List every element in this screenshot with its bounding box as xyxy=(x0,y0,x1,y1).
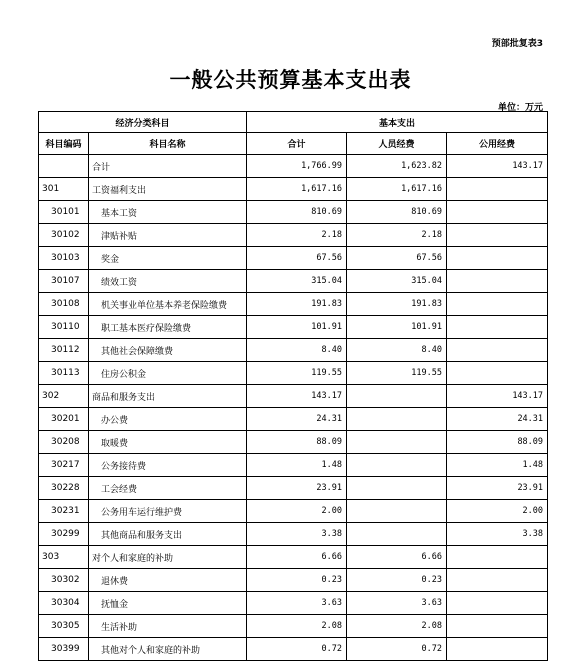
row-public xyxy=(447,178,548,201)
table-row xyxy=(39,362,548,385)
row-personnel xyxy=(347,454,447,477)
row-personnel: 810.69 xyxy=(347,201,447,224)
row-name: 办公费 xyxy=(89,408,247,431)
row-code: 30110 xyxy=(39,316,89,339)
row-public: 24.31 xyxy=(447,408,548,431)
row-personnel: 3.63 xyxy=(347,592,447,615)
row-total: 2.18 xyxy=(247,224,347,247)
row-name: 津贴补贴 xyxy=(89,224,247,247)
row-code: 30299 xyxy=(39,523,89,546)
row-total: 1,617.16 xyxy=(247,178,347,201)
row-public xyxy=(447,201,548,224)
row-public: 88.09 xyxy=(447,431,548,454)
header-name: 科目名称 xyxy=(89,133,247,155)
table-row xyxy=(39,224,548,247)
row-public xyxy=(447,546,548,569)
row-code: 30231 xyxy=(39,500,89,523)
row-code: 30108 xyxy=(39,293,89,316)
expenditure-table xyxy=(38,111,548,661)
row-name: 住房公积金 xyxy=(89,362,247,385)
row-public: 143.17 xyxy=(447,155,548,178)
row-code: 30103 xyxy=(39,247,89,270)
header-personnel: 人员经费 xyxy=(347,133,447,155)
page-title: 一般公共预算基本支出表 xyxy=(169,67,412,92)
row-code: 30305 xyxy=(39,615,89,638)
row-total: 6.66 xyxy=(247,546,347,569)
row-code: 30302 xyxy=(39,569,89,592)
row-name: 生活补助 xyxy=(89,615,247,638)
row-total: 88.09 xyxy=(247,431,347,454)
row-personnel xyxy=(347,500,447,523)
table-row xyxy=(39,592,548,615)
row-total: 315.04 xyxy=(247,270,347,293)
row-code: 30101 xyxy=(39,201,89,224)
row-personnel xyxy=(347,408,447,431)
table-row xyxy=(39,385,548,408)
row-total: 1,766.99 xyxy=(247,155,347,178)
row-code: 303 xyxy=(39,546,89,569)
row-code: 302 xyxy=(39,385,89,408)
row-personnel: 2.08 xyxy=(347,615,447,638)
form-code: 预部批复表3 xyxy=(491,39,543,49)
row-name: 绩效工资 xyxy=(89,270,247,293)
row-name: 合计 xyxy=(89,155,247,178)
header-basic-expenditure: 基本支出 xyxy=(247,112,548,133)
row-personnel: 2.18 xyxy=(347,224,447,247)
row-total: 2.08 xyxy=(247,615,347,638)
row-name: 公务接待费 xyxy=(89,454,247,477)
table-row xyxy=(39,247,548,270)
row-total: 3.63 xyxy=(247,592,347,615)
row-code: 30102 xyxy=(39,224,89,247)
row-code: 30113 xyxy=(39,362,89,385)
row-public xyxy=(447,316,548,339)
row-total: 2.00 xyxy=(247,500,347,523)
row-public xyxy=(447,339,548,362)
row-public xyxy=(447,270,548,293)
row-total: 8.40 xyxy=(247,339,347,362)
row-total: 67.56 xyxy=(247,247,347,270)
row-name: 其他社会保障缴费 xyxy=(89,339,247,362)
row-public xyxy=(447,638,548,661)
row-personnel: 0.23 xyxy=(347,569,447,592)
row-name: 工资福利支出 xyxy=(89,178,247,201)
header-public: 公用经费 xyxy=(447,133,548,155)
row-name: 职工基本医疗保险缴费 xyxy=(89,316,247,339)
row-name: 取暖费 xyxy=(89,431,247,454)
row-total: 143.17 xyxy=(247,385,347,408)
table-row xyxy=(39,454,548,477)
table-row xyxy=(39,569,548,592)
table-row xyxy=(39,178,548,201)
row-code xyxy=(39,155,89,178)
row-public xyxy=(447,615,548,638)
row-name: 机关事业单位基本养老保险缴费 xyxy=(89,293,247,316)
row-public xyxy=(447,293,548,316)
row-public: 2.00 xyxy=(447,500,548,523)
row-personnel: 191.83 xyxy=(347,293,447,316)
row-personnel: 1,617.16 xyxy=(347,178,447,201)
header-classification: 经济分类科目 xyxy=(39,112,247,133)
row-name: 奖金 xyxy=(89,247,247,270)
row-public xyxy=(447,592,548,615)
row-total: 101.91 xyxy=(247,316,347,339)
row-name: 其他对个人和家庭的补助 xyxy=(89,638,247,661)
table-row xyxy=(39,408,548,431)
table-row xyxy=(39,316,548,339)
row-name: 工会经费 xyxy=(89,477,247,500)
row-name: 对个人和家庭的补助 xyxy=(89,546,247,569)
row-total: 119.55 xyxy=(247,362,347,385)
row-name: 其他商品和服务支出 xyxy=(89,523,247,546)
row-name: 公务用车运行维护费 xyxy=(89,500,247,523)
row-personnel: 101.91 xyxy=(347,316,447,339)
row-personnel xyxy=(347,431,447,454)
row-total: 3.38 xyxy=(247,523,347,546)
row-public xyxy=(447,224,548,247)
row-public: 1.48 xyxy=(447,454,548,477)
row-name: 退休费 xyxy=(89,569,247,592)
row-total: 810.69 xyxy=(247,201,347,224)
row-total: 23.91 xyxy=(247,477,347,500)
row-total: 0.72 xyxy=(247,638,347,661)
row-name: 基本工资 xyxy=(89,201,247,224)
row-public xyxy=(447,362,548,385)
row-total: 24.31 xyxy=(247,408,347,431)
row-public: 23.91 xyxy=(447,477,548,500)
row-personnel: 67.56 xyxy=(347,247,447,270)
row-code: 30304 xyxy=(39,592,89,615)
table-row xyxy=(39,523,548,546)
row-total: 0.23 xyxy=(247,569,347,592)
table-row xyxy=(39,293,548,316)
row-personnel xyxy=(347,385,447,408)
row-total: 1.48 xyxy=(247,454,347,477)
table-row xyxy=(39,431,548,454)
row-personnel xyxy=(347,477,447,500)
table-row xyxy=(39,270,548,293)
header-total: 合计 xyxy=(247,133,347,155)
row-code: 30208 xyxy=(39,431,89,454)
row-name: 抚恤金 xyxy=(89,592,247,615)
row-public xyxy=(447,247,548,270)
row-personnel: 8.40 xyxy=(347,339,447,362)
table-row xyxy=(39,638,548,661)
table-row xyxy=(39,339,548,362)
row-code: 30201 xyxy=(39,408,89,431)
row-public: 3.38 xyxy=(447,523,548,546)
row-code: 301 xyxy=(39,178,89,201)
unit-label: 单位：万元 xyxy=(497,103,543,113)
row-total: 191.83 xyxy=(247,293,347,316)
row-personnel: 119.55 xyxy=(347,362,447,385)
table-row xyxy=(39,615,548,638)
row-code: 30399 xyxy=(39,638,89,661)
table-row xyxy=(39,546,548,569)
row-personnel: 0.72 xyxy=(347,638,447,661)
row-public xyxy=(447,569,548,592)
row-name: 商品和服务支出 xyxy=(89,385,247,408)
row-code: 30228 xyxy=(39,477,89,500)
row-personnel: 1,623.82 xyxy=(347,155,447,178)
row-code: 30217 xyxy=(39,454,89,477)
table-row xyxy=(39,477,548,500)
row-public: 143.17 xyxy=(447,385,548,408)
row-code: 30112 xyxy=(39,339,89,362)
table-row xyxy=(39,155,548,178)
table-row xyxy=(39,201,548,224)
row-personnel: 6.66 xyxy=(347,546,447,569)
row-personnel: 315.04 xyxy=(347,270,447,293)
row-personnel xyxy=(347,523,447,546)
table-row xyxy=(39,500,548,523)
header-code: 科目编码 xyxy=(39,133,89,155)
row-code: 30107 xyxy=(39,270,89,293)
